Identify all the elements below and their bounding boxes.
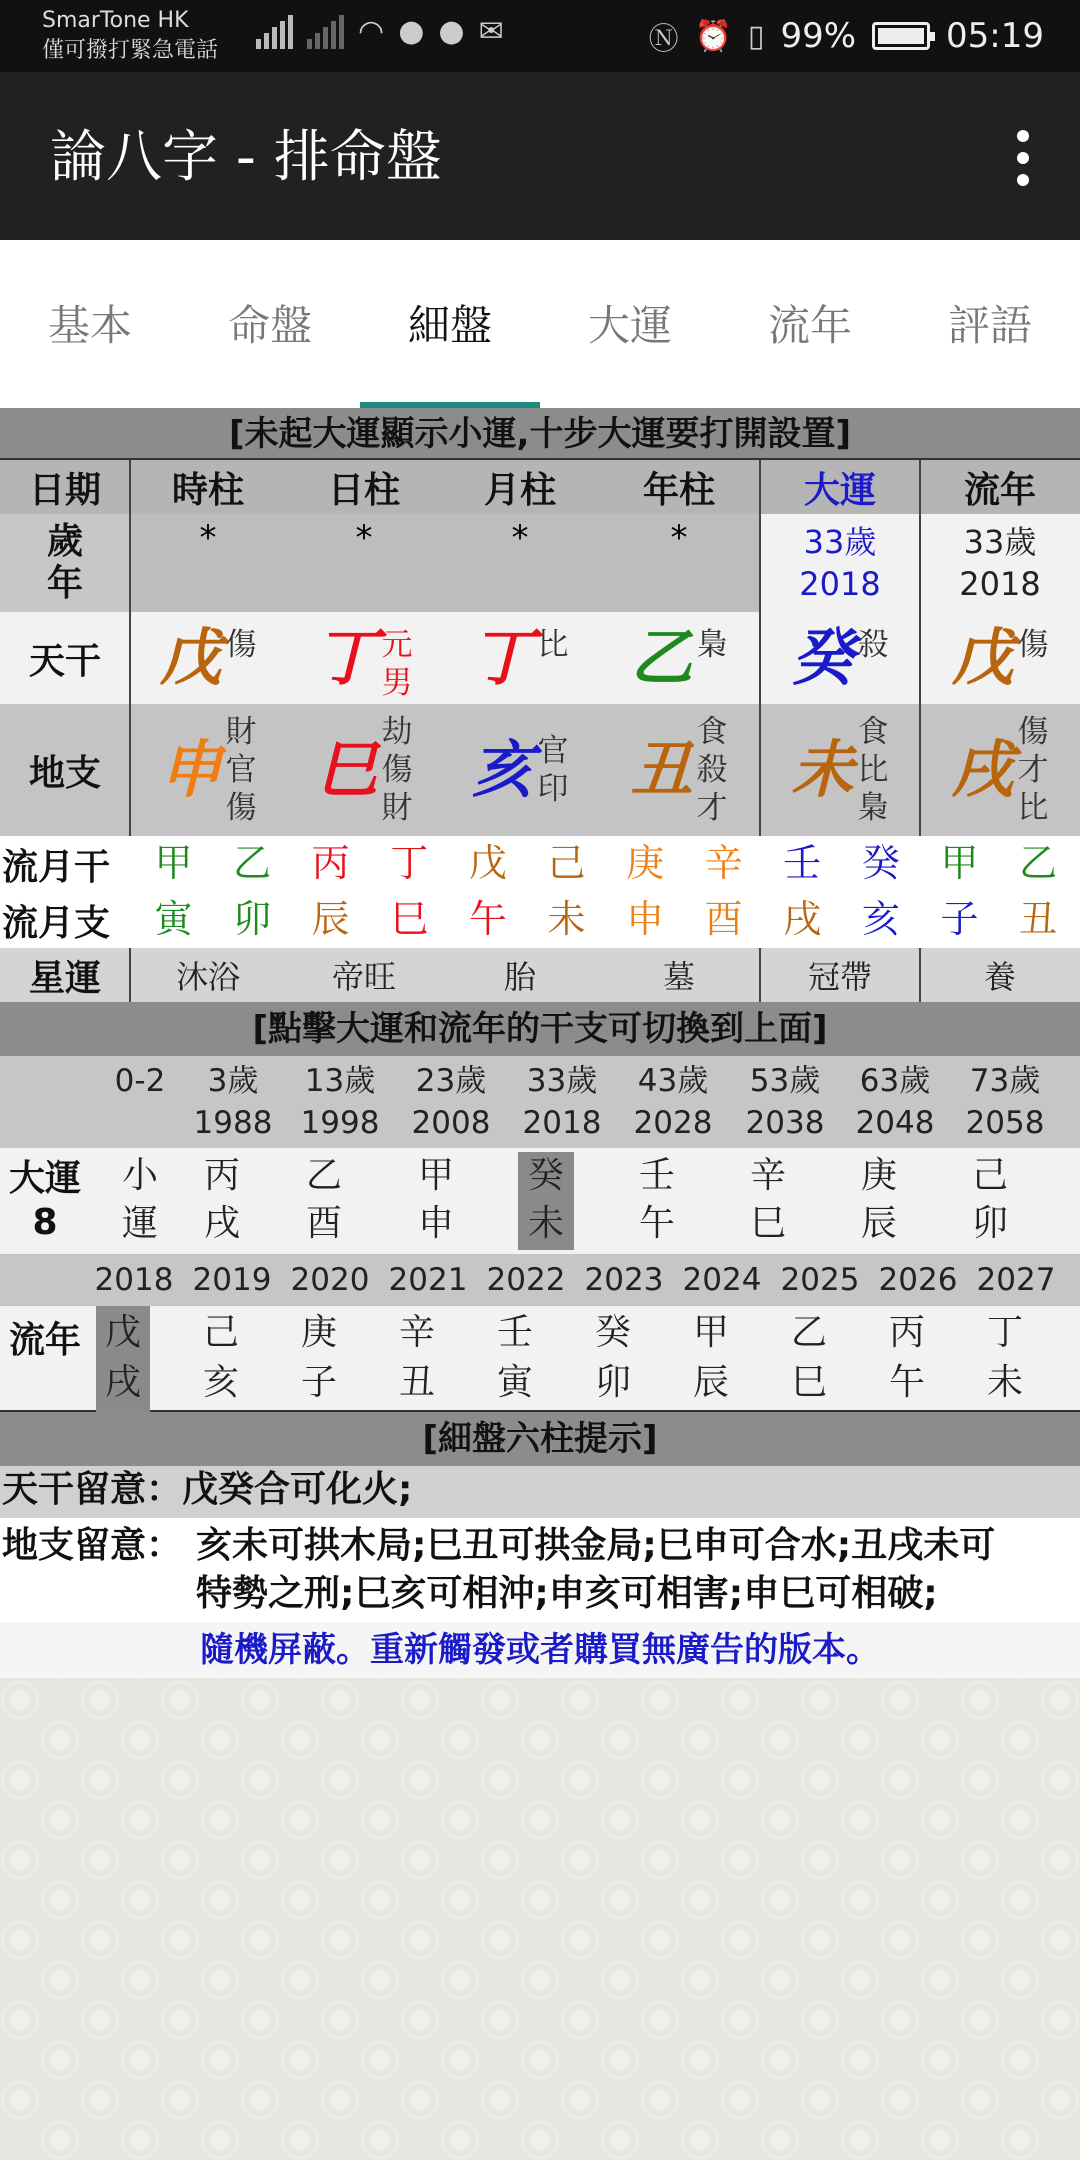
dayun-zhi: 申 <box>417 1203 454 1244</box>
dizhi-year <box>598 704 760 836</box>
dayun-year-value: 2018 <box>799 565 881 603</box>
ten-god-tag: 梟 <box>857 790 889 826</box>
app-title: 論八字 - 排命盤 <box>50 125 442 190</box>
ten-god-tag: 劫 <box>381 714 413 750</box>
month-ganzhi: 壬 <box>783 841 822 885</box>
dayun-age: 3歲 <box>207 1063 259 1099</box>
hour-pillar-header: 時柱 <box>171 469 244 511</box>
dizhi-hint-line1: 亥未可拱木局;巳丑可拱金局;巳申可合水;丑戌未可 <box>196 1525 996 1566</box>
clock: 05:19 <box>946 16 1044 56</box>
dizhi-tags-hour <box>226 713 257 827</box>
ten-god-tag: 官 <box>537 733 569 769</box>
ten-god-tag: 殺 <box>857 627 889 663</box>
tiangan-row <box>0 612 1080 704</box>
liunian-gan: 甲 <box>692 1312 729 1353</box>
tiangan-tags-month <box>538 626 569 664</box>
signal-icon <box>256 15 293 49</box>
month-ganzhi: 己 <box>547 841 586 885</box>
dayun-ages-row <box>0 1056 1080 1148</box>
month-ganzhi: 丙 <box>311 841 350 885</box>
month-ganzhi: 辰 <box>311 897 350 941</box>
dizhi-hint-label: 地支留意： <box>2 1525 183 1566</box>
month-ganzhi: 甲 <box>154 841 193 885</box>
carrier-note: 僅可撥打緊急電話 <box>42 38 219 63</box>
day-pillar-header: 日柱 <box>327 469 400 511</box>
month-ganzhi: 亥 <box>861 897 900 941</box>
tiangan-liunian <box>920 612 1080 704</box>
battery-percent: 99% <box>780 16 857 56</box>
dayun-age: 63歲 <box>859 1063 931 1099</box>
liunian-pillar[interactable] <box>588 1306 638 1412</box>
month-ganzhi: 庚 <box>626 841 665 885</box>
dayun-pillar[interactable] <box>408 1152 464 1250</box>
age-row <box>0 514 1080 612</box>
tiangan-tags-liunian <box>1018 626 1049 664</box>
tiangan-label: 天干 <box>28 640 101 682</box>
dayun-zhi: 辰 <box>860 1203 897 1244</box>
status-right <box>649 10 1044 62</box>
tab-dayun[interactable]: 大運 <box>587 301 672 350</box>
day-age: * <box>355 518 373 558</box>
vibrate-icon: ▯ <box>747 18 765 54</box>
liunian-zhi: 未 <box>986 1362 1023 1403</box>
liunian-zhi: 亥 <box>202 1362 239 1403</box>
dayun-pillar[interactable] <box>518 1152 574 1250</box>
dizhi-char-liunian: 戌 <box>951 733 1014 806</box>
liunian-year: 2018 <box>94 1262 174 1298</box>
liunian-year: 2025 <box>780 1262 860 1298</box>
month-ganzhi: 酉 <box>704 897 743 941</box>
date-label: 日期 <box>28 469 101 511</box>
dayun-gan: 己 <box>971 1155 1008 1196</box>
liunian-year: 2024 <box>682 1262 762 1298</box>
liunian-gan: 乙 <box>790 1312 827 1353</box>
age-label: 歲 <box>46 521 83 562</box>
dayun-age <box>760 514 920 612</box>
dizhi-day <box>286 704 442 836</box>
dizhi-char-hour: 申 <box>159 733 222 806</box>
tiangan-char-hour: 戊 <box>159 621 222 694</box>
ten-god-tag: 傷 <box>381 752 413 788</box>
age-year-label <box>0 514 130 612</box>
ad-banner[interactable]: 隨機屏蔽。重新觸發或者購買無廣告的版本。 <box>0 1622 1080 1678</box>
liunian-age <box>920 514 1080 612</box>
liunian-year: 2026 <box>878 1262 958 1298</box>
liunian-age-value: 33歲 <box>963 523 1037 561</box>
month-ganzhi: 午 <box>468 897 507 941</box>
liunian-zhi: 辰 <box>692 1362 729 1403</box>
tiangan-month <box>442 612 598 704</box>
ten-god-tag: 元 <box>381 627 413 663</box>
dizhi-dayun <box>760 704 920 836</box>
hour-age: * <box>199 518 217 558</box>
month-ganzhi: 巳 <box>390 897 429 941</box>
tiangan-dayun <box>760 612 920 704</box>
month-ganzhi: 寅 <box>154 897 193 941</box>
dayun-gan: 癸 <box>527 1155 564 1196</box>
notice-bar: [未起大運顯示小運,十步大運要打開設置] <box>0 408 1080 460</box>
xingyun-liunian: 養 <box>983 958 1016 996</box>
liuyue-zhi-label: 流月支 <box>2 902 111 944</box>
dizhi-tags-dayun <box>858 713 889 827</box>
month-ganzhi: 申 <box>626 897 665 941</box>
dayun-zhi: 卯 <box>971 1203 1008 1244</box>
status-bar <box>0 0 1080 72</box>
liunian-years-row <box>0 1254 1080 1306</box>
liunian-pillar[interactable] <box>980 1306 1030 1412</box>
ten-god-tag: 才 <box>1017 752 1049 788</box>
dizhi-char-month: 亥 <box>471 733 534 806</box>
dayun-gan: 辛 <box>749 1155 786 1196</box>
dizhi-liunian <box>920 704 1080 836</box>
liunian-gan: 丙 <box>888 1312 925 1353</box>
ten-god-tag: 比 <box>857 752 889 788</box>
ten-god-tag: 傷 <box>225 627 257 663</box>
dayun-zhi: 巳 <box>749 1203 786 1244</box>
liunian-pillar[interactable] <box>686 1306 736 1412</box>
liunian-pillars-row <box>0 1306 1080 1412</box>
liunian-gan: 戊 <box>104 1312 141 1353</box>
liunian-pillar[interactable] <box>196 1306 246 1412</box>
tiangan-tags-day <box>382 626 413 702</box>
liunian-header: 流年 <box>963 469 1036 511</box>
liunian-zhi: 巳 <box>790 1362 827 1403</box>
carrier-name: SmarTone HK <box>42 8 189 33</box>
liunian-zhi: 卯 <box>594 1362 631 1403</box>
wifi-icon: ◠ <box>358 14 385 49</box>
liunian-zhi: 丑 <box>398 1362 435 1403</box>
dayun-label-text: 大運 <box>8 1158 81 1199</box>
liunian-label: 流年 <box>8 1320 81 1361</box>
ten-god-tag: 食 <box>857 714 889 750</box>
dizhi-hour <box>130 704 286 836</box>
switch-notice-bar: [點擊大運和流年的干支可切換到上面] <box>0 1002 1080 1056</box>
liunian-gan: 丁 <box>986 1312 1023 1353</box>
liunian-year: 2020 <box>290 1262 370 1298</box>
dizhi-tags-year <box>697 713 728 827</box>
month-ganzhi: 甲 <box>940 841 979 885</box>
dayun-year: 2008 <box>411 1105 491 1141</box>
month-age: * <box>511 518 529 558</box>
battery-icon <box>872 22 930 50</box>
tiangan-tags-year <box>697 626 728 664</box>
dayun-label <box>0 1148 90 1254</box>
dayun-year: 2028 <box>633 1105 713 1141</box>
dayun-gan: 壬 <box>638 1155 675 1196</box>
ten-god-tag: 食 <box>696 714 728 750</box>
liunian-year: 2023 <box>584 1262 664 1298</box>
dayun-age: 13歲 <box>304 1063 376 1099</box>
dayun-year: 1988 <box>193 1105 273 1141</box>
tiangan-hint-text: 戊癸合可化火; <box>182 1469 413 1510</box>
liunian-gan: 己 <box>202 1312 239 1353</box>
dayun-zhi: 午 <box>638 1203 675 1244</box>
dizhi-tags-liunian <box>1018 713 1049 827</box>
month-ganzhi: 戌 <box>783 897 822 941</box>
liuyue-gan-row <box>0 836 1080 892</box>
month-ganzhi: 丑 <box>1019 897 1058 941</box>
dizhi-hint-line2: 特勢之刑;巳亥可相沖;申亥可相害;申巳可相破; <box>196 1573 938 1614</box>
ten-god-tag: 傷 <box>225 790 257 826</box>
month-ganzhi: 子 <box>940 897 979 941</box>
tiangan-tags-hour <box>226 626 257 664</box>
dayun-zhi: 運 <box>121 1203 158 1244</box>
month-ganzhi: 戊 <box>468 841 507 885</box>
liunian-gan: 辛 <box>398 1312 435 1353</box>
dayun-age: 23歲 <box>415 1063 487 1099</box>
ten-god-tag: 比 <box>1017 790 1049 826</box>
dizhi-tags-day <box>382 713 413 827</box>
ten-god-tag: 財 <box>225 714 257 750</box>
dayun-year: 1998 <box>300 1105 380 1141</box>
dayun-year: 2018 <box>522 1105 602 1141</box>
tab-detail[interactable]: 細盤 <box>407 301 492 350</box>
signal-icons <box>256 14 504 49</box>
ten-god-tag: 梟 <box>696 627 728 663</box>
tab-chart[interactable]: 命盤 <box>227 301 312 350</box>
tab-basic[interactable]: 基本 <box>47 301 132 350</box>
detail-content <box>0 408 1080 1678</box>
liunian-gan: 壬 <box>496 1312 533 1353</box>
dayun-zhi: 酉 <box>305 1203 342 1244</box>
dayun-pillar[interactable] <box>851 1152 907 1250</box>
liunian-year: 2019 <box>192 1262 272 1298</box>
month-ganzhi: 未 <box>547 897 586 941</box>
liunian-pillar[interactable] <box>490 1306 540 1412</box>
dayun-zhi: 戌 <box>203 1203 240 1244</box>
month-ganzhi: 辛 <box>704 841 743 885</box>
mail-icon: ✉ <box>478 14 504 49</box>
dayun-gan: 小 <box>121 1155 158 1196</box>
liunian-zhi: 寅 <box>496 1362 533 1403</box>
tiangan-day <box>286 612 442 704</box>
liuyue-zhi-row <box>0 892 1080 948</box>
dayun-label-num: 8 <box>32 1202 58 1243</box>
hints-title: [細盤六柱提示] <box>0 1412 1080 1466</box>
dayun-gan: 庚 <box>860 1155 897 1196</box>
dayun-age: 43歲 <box>637 1063 709 1099</box>
dayun-pillar[interactable] <box>740 1152 796 1250</box>
xingyun-dayun: 冠帶 <box>807 958 872 996</box>
dizhi-char-year: 丑 <box>630 733 693 806</box>
tiangan-hour <box>130 612 286 704</box>
dayun-pillar[interactable] <box>112 1152 168 1250</box>
liunian-gan: 癸 <box>594 1312 631 1353</box>
xingyun-year: 墓 <box>662 958 695 996</box>
tiangan-tags-dayun <box>858 626 889 664</box>
liunian-zhi: 戌 <box>104 1362 141 1403</box>
xingyun-label: 星運 <box>28 957 101 999</box>
alarm-icon: ⏰ <box>694 18 732 54</box>
liunian-gan: 庚 <box>300 1312 337 1353</box>
dizhi-char-day: 巳 <box>315 733 378 806</box>
dizhi-char-dayun: 未 <box>791 733 854 806</box>
dayun-age: 73歲 <box>969 1063 1041 1099</box>
chat-icon: ● <box>438 14 465 49</box>
liunian-year: 2027 <box>976 1262 1056 1298</box>
overflow-menu-icon[interactable] <box>1016 130 1030 186</box>
dayun-year: 2048 <box>855 1105 935 1141</box>
ten-god-tag: 男 <box>381 665 413 701</box>
dayun-pillars-row <box>0 1148 1080 1254</box>
dayun-pillar[interactable] <box>194 1152 250 1250</box>
pillar-header-row <box>0 460 1080 514</box>
month-ganzhi: 乙 <box>1019 841 1058 885</box>
ten-god-tag: 傷 <box>1017 627 1049 663</box>
signal-no-sim-icon <box>307 15 344 49</box>
dizhi-row <box>0 704 1080 836</box>
tiangan-char-year: 乙 <box>630 621 693 694</box>
month-ganzhi: 卯 <box>233 897 272 941</box>
dayun-gan: 甲 <box>417 1155 454 1196</box>
liunian-zhi: 午 <box>888 1362 925 1403</box>
tiangan-hint <box>0 1466 1080 1518</box>
tab-bar <box>0 240 1080 408</box>
tiangan-char-liunian: 戊 <box>951 621 1014 694</box>
liuyue-gan-label: 流月干 <box>2 846 111 888</box>
dayun-year: 2038 <box>745 1105 825 1141</box>
fruit-app-icon: ● <box>398 14 425 49</box>
xingyun-day: 帝旺 <box>331 958 396 996</box>
dizhi-hint <box>0 1518 1080 1622</box>
month-ganzhi: 癸 <box>861 841 900 885</box>
dizhi-month <box>442 704 598 836</box>
nfc-icon: Ⓝ <box>648 22 679 57</box>
dayun-pillar[interactable] <box>296 1152 352 1250</box>
ten-god-tag: 比 <box>537 627 569 663</box>
ten-god-tag: 殺 <box>696 752 728 788</box>
dayun-age: 33歲 <box>526 1063 598 1099</box>
dayun-zhi: 未 <box>527 1203 564 1244</box>
ten-god-tag: 才 <box>696 790 728 826</box>
dayun-pillar[interactable] <box>962 1152 1018 1250</box>
dayun-pillar[interactable] <box>629 1152 685 1250</box>
ten-god-tag: 官 <box>225 752 257 788</box>
liunian-year: 2022 <box>486 1262 566 1298</box>
liunian-zhi: 子 <box>300 1362 337 1403</box>
dayun-year: 2058 <box>965 1105 1045 1141</box>
app-bar <box>0 72 1080 240</box>
tiangan-year <box>598 612 760 704</box>
dizhi-tags-month <box>538 732 569 808</box>
dayun-gan: 丙 <box>203 1155 240 1196</box>
xingyun-hour: 沐浴 <box>175 958 240 996</box>
xingyun-month: 胎 <box>503 958 536 996</box>
liunian-pillar[interactable] <box>882 1306 932 1412</box>
liunian-year-value: 2018 <box>959 565 1041 603</box>
dayun-header: 大運 <box>803 469 876 511</box>
dayun-age: 0-2 <box>114 1063 166 1099</box>
liunian-pillar[interactable] <box>96 1306 150 1412</box>
tiangan-char-day: 丁 <box>315 621 378 694</box>
year-age: * <box>670 518 688 558</box>
month-ganzhi: 丁 <box>390 841 429 885</box>
ten-god-tag: 印 <box>537 771 569 807</box>
tab-comments[interactable]: 評語 <box>947 301 1032 350</box>
tiangan-hint-label: 天干留意： <box>2 1469 183 1510</box>
dayun-gan: 乙 <box>305 1155 342 1196</box>
liunian-pillar[interactable] <box>784 1306 834 1412</box>
tiangan-char-month: 丁 <box>471 621 534 694</box>
year-label: 年 <box>46 563 83 604</box>
dizhi-label: 地支 <box>28 752 101 794</box>
month-ganzhi: 乙 <box>233 841 272 885</box>
xingyun-row <box>0 948 1080 1002</box>
carrier-info <box>42 6 218 66</box>
tab-liunian[interactable]: 流年 <box>767 301 852 350</box>
month-pillar-header: 月柱 <box>483 469 556 511</box>
ten-god-tag: 傷 <box>1017 714 1049 750</box>
tiangan-char-dayun: 癸 <box>791 621 854 694</box>
dayun-age-value: 33歲 <box>803 523 877 561</box>
liunian-pillar[interactable] <box>294 1306 344 1412</box>
year-pillar-header: 年柱 <box>642 469 715 511</box>
liunian-pillar[interactable] <box>392 1306 442 1412</box>
dayun-age: 53歲 <box>749 1063 821 1099</box>
ten-god-tag: 財 <box>381 790 413 826</box>
liunian-year: 2021 <box>388 1262 468 1298</box>
